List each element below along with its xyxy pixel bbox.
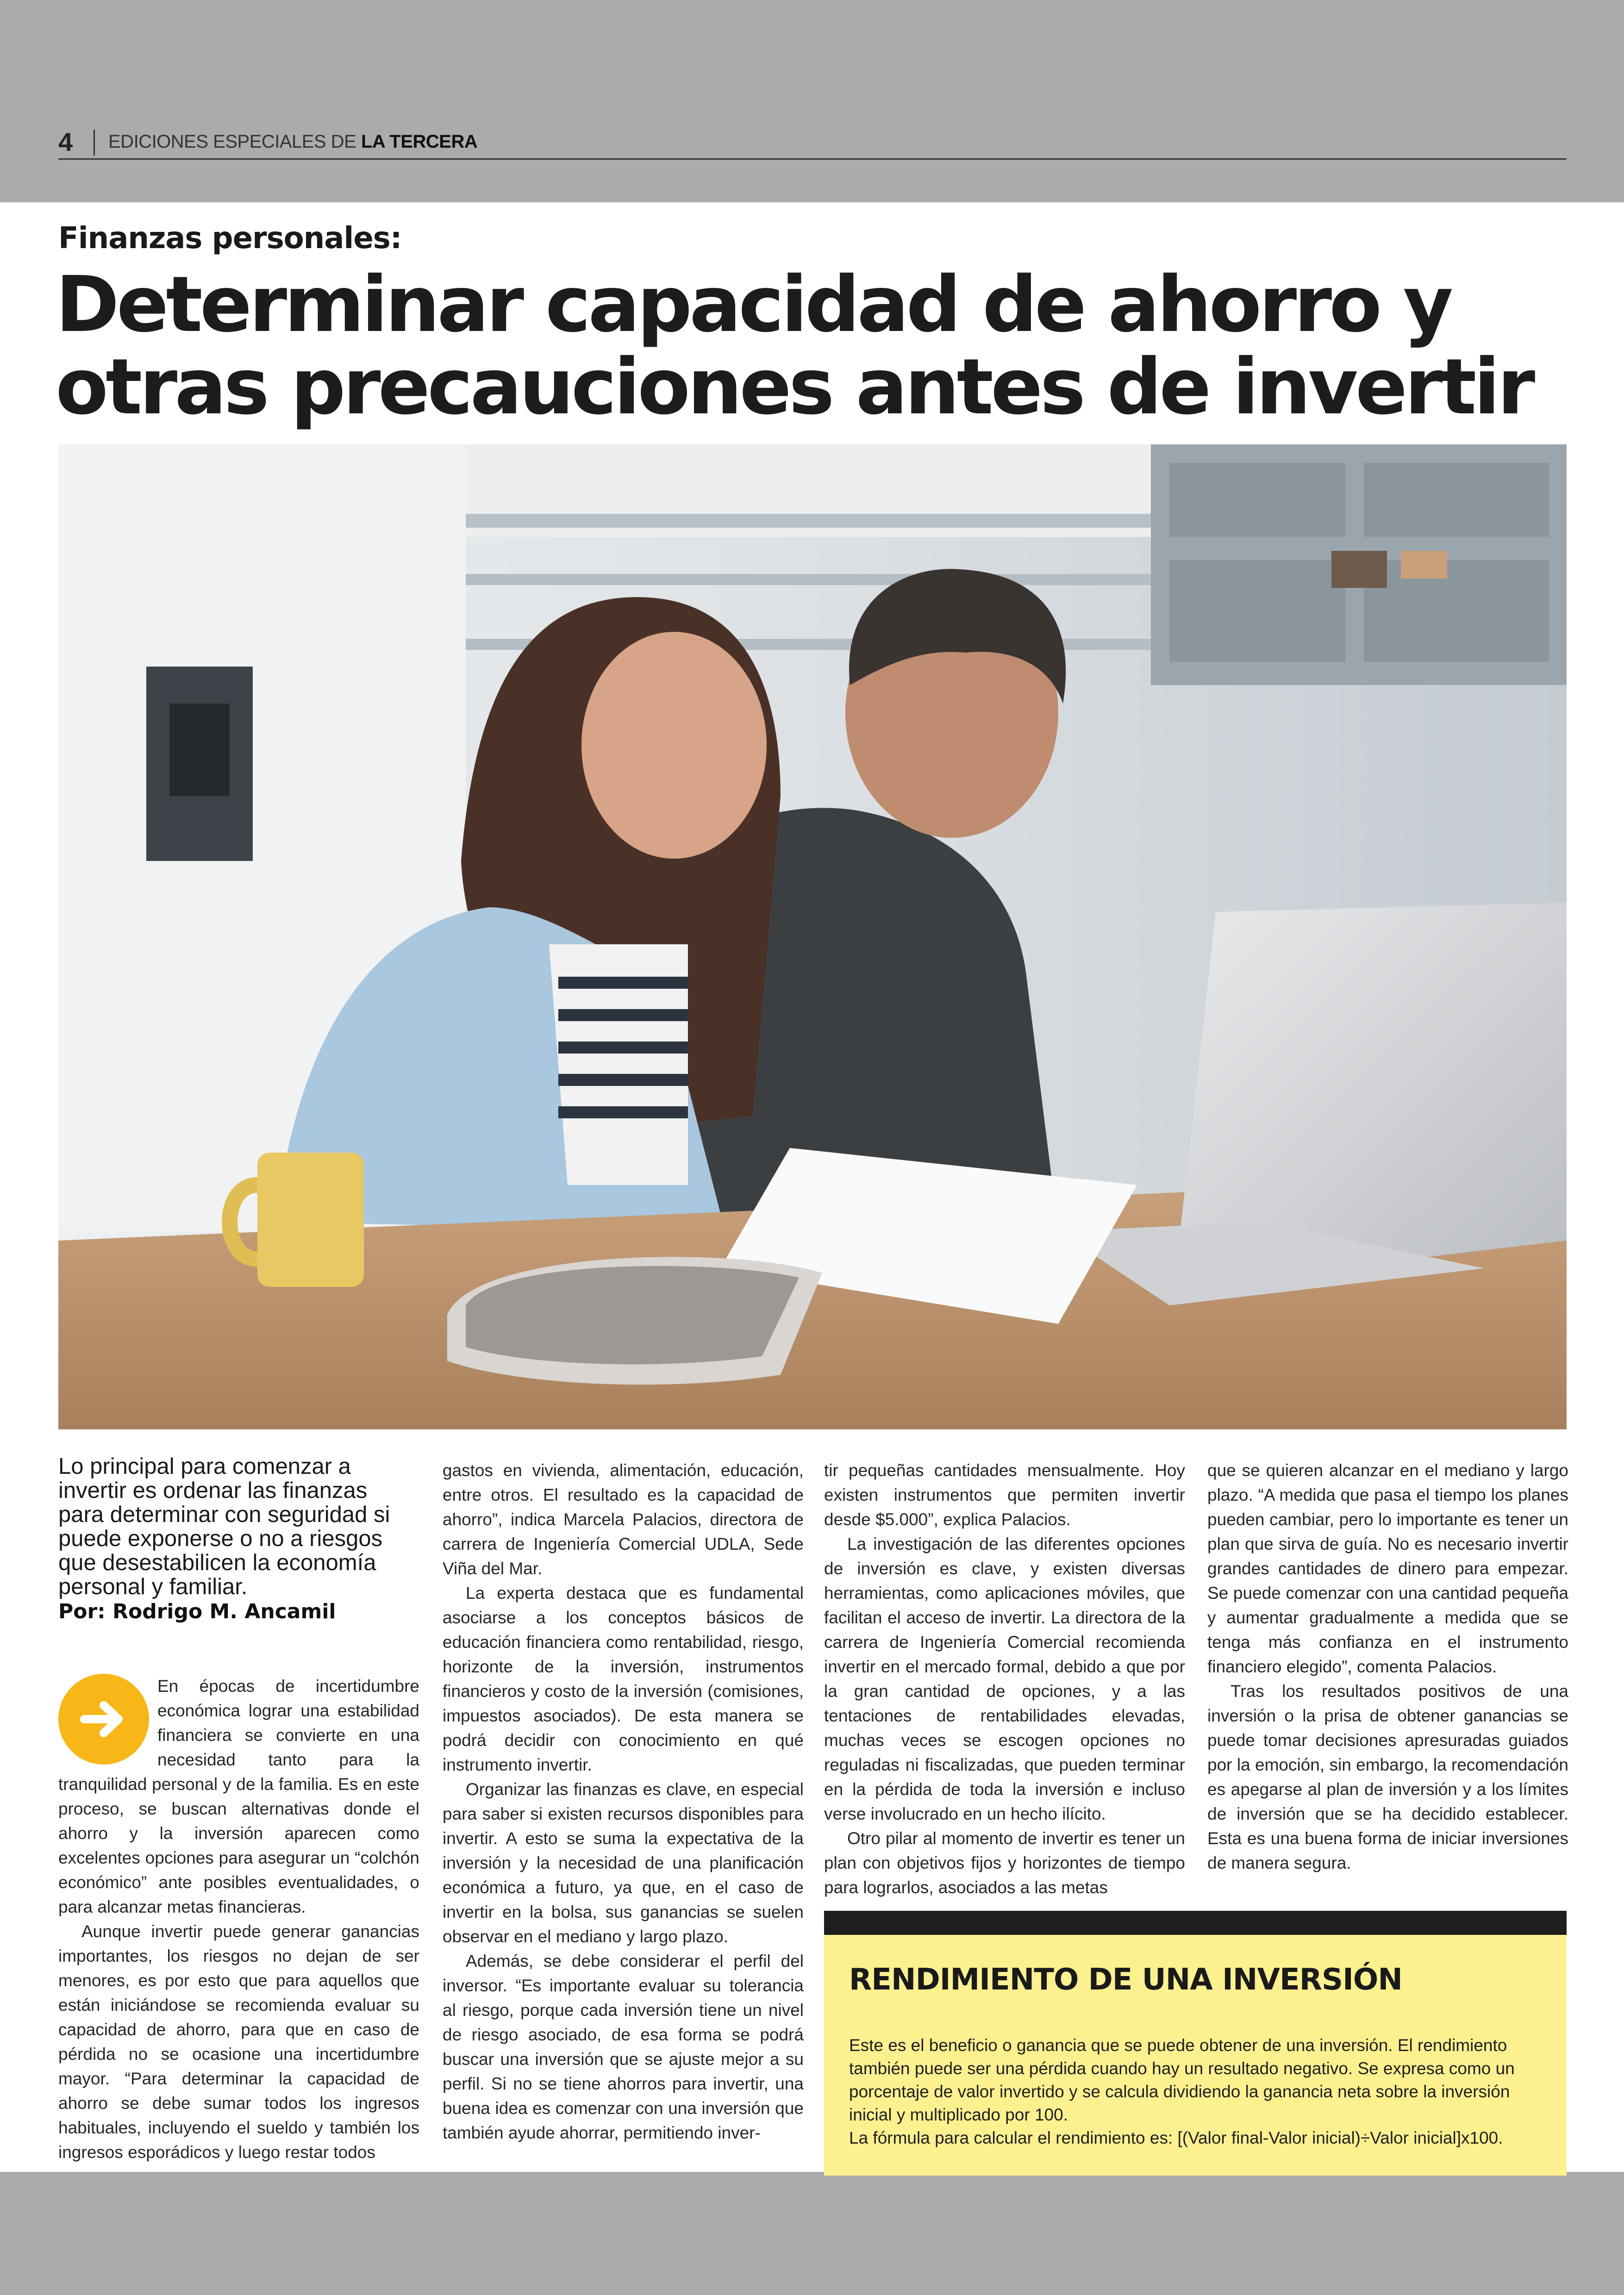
body-paragraph: Otro pilar al momento de invertir es tener un plan con objetivos fijos y horizontes de tiempo para lograrlos, asociados a las metas <box>824 1829 1185 1897</box>
page-folio <box>58 125 1567 160</box>
sidebar-box <box>824 1911 1567 2176</box>
page-number: 4 <box>58 127 73 156</box>
sidebar-title: RENDIMIENTO DE UNA INVERSIÓN <box>849 1963 1402 1997</box>
body-paragraph: que se quieren alcanzar en el mediano y largo plazo. “A medida que pasa el tiempo los planes pueden cambiar, pero lo importante es tener un plan que sirva de guía. No es necesario invertir grandes cantidades de dinero para empezar. Se puede comenzar con una cantidad pequeña y aumentar gradualmente a medida que se tenga más confianza en el instrumento financiero elegido”, comenta Palacios. <box>1207 1461 1568 1676</box>
section-kicker: Finanzas personales: <box>58 221 402 256</box>
sidebar-formula: La fórmula para calcular el rendimiento es: [(Valor final-Valor inicial)÷Valor inicial]x100. <box>849 2128 1503 2147</box>
publication-prefix: EDICIONES ESPECIALES DE <box>108 131 361 152</box>
sidebar-text: Este es el beneficio o ganancia que se puede obtener de una inversión. El rendimiento también puede ser una pérdida cuando hay un resultado negativo. Se expresa como un porcentaje de valor invertido y se calcula dividiendo la ganancia neta sobre la inversión inicial y multiplicado por 100. <box>849 2036 1515 2124</box>
headline-line-1: Determinar capacidad de ahorro y <box>56 260 1451 349</box>
body-paragraph: gastos en vivienda, alimentación, educación, entre otros. El resultado es la capacidad de ahorro”, indica Marcela Palacios, directora de carrera de Ingeniería Comercial UDLA, Sede Viña del Mar. <box>443 1461 804 1578</box>
sidebar-body <box>849 2034 1543 2150</box>
body-column-1 <box>58 1674 419 2164</box>
lede-text: Lo principal para comenzar a invertir es ordenar las finanzas para determinar con seguridad si puede exponerse o no a riesgos que desestabilicen la economía personal y familiar. <box>58 1454 390 1599</box>
publication-brand: LA TERCERA <box>361 131 478 152</box>
headline-line-2: otras precauciones antes de invertir <box>56 343 1533 432</box>
body-paragraph: Tras los resultados positivos de una inversión o la prisa de obtener ganancias se puede tomar decisiones apresuradas guiados por la emoción, sin embargo, la recomendación es apegarse al plan de inversión y a los límites de inversión que se ha decidido establecer. Esta es una buena forma de iniciar inversiones de manera segura. <box>1207 1682 1568 1872</box>
body-column-2 <box>443 1458 804 2145</box>
body-column-3 <box>824 1458 1185 1900</box>
body-paragraph: Organizar las finanzas es clave, en especial para saber si existen recursos disponibles para invertir. A esto se suma la expectativa de la inversión y la necesidad de una planificación económica a futuro, ya que, en el caso de invertir en la bolsa, sus ganancias se suelen observar en el mediano y largo plazo. <box>443 1780 804 1946</box>
body-column-4 <box>1207 1458 1568 1875</box>
body-paragraph: Aunque invertir puede generar ganancias importantes, los riesgos no dejan de ser menores, es por esto que para aquellos que están iniciándose se recomienda evaluar su capacidad de ahorro, para que en caso de pérdida no se ocasione una incertidumbre mayor. “Para determinar la capacidad de ahorro se debe sumar todos los ingresos habituales, incluyendo el sueldo y también los ingresos esporádicos y luego restar todos <box>58 1922 419 2162</box>
body-paragraph: En épocas de incertidumbre económica lograr una estabilidad financiera se convierte en una necesidad tanto para la tranquilidad personal y de la familia. Es en este proceso, se buscan alternativas donde el ahorro y la inversión aparecen como excelentes opciones para asegurar un “colchón económico” ante posibles eventualidades, o para alcanzar metas financieras. <box>58 1677 419 1916</box>
arrow-wrap-spacer <box>58 1674 157 1772</box>
headline <box>56 260 1583 432</box>
body-paragraph: La experta destaca que es fundamental asociarse a los conceptos básicos de educación financiera como rentabilidad, riesgo, horizonte de la inversión, instrumentos financieros y costo de la inversión (comisiones, impuestos asociados). De esta manera se podrá decidir con conocimiento en qué instrumento invertir. <box>443 1584 804 1774</box>
body-paragraph: La investigación de las diferentes opciones de inversión es clave, y existen diversas herramientas, como aplicaciones móviles, que facilitan el acceso de invertir. La directora de la carrera de Ingeniería Comercial recomienda invertir en el mercado formal, debido a que por la gran cantidad de opciones, y a las tentaciones de rentabilidades elevadas, muchas veces se escogen opciones no reguladas ni fiscalizadas, que pueden terminar en la pérdida de toda la inversión e incluso verse involucrado en un hecho ilícito. <box>824 1534 1185 1823</box>
folio-divider <box>94 130 95 156</box>
body-paragraph: Además, se debe considerar el perfil del inversor. “Es importante evaluar su tolerancia al riesgo, porque cada inversión tiene un nivel de riesgo asociado, de esa forma se podrá buscar una inversión que se ajuste mejor a su perfil. Si no se tiene ahorros para invertir, una buena idea es comenzar con una inversión que también ayude ahorrar, permitiendo inver- <box>443 1952 804 2142</box>
byline: Por: Rodrigo M. Ancamil <box>58 1600 336 1623</box>
lead-photo <box>58 444 1567 1429</box>
photo-illustration <box>58 444 1567 1429</box>
body-paragraph: tir pequeñas cantidades mensualmente. Hoy existen instrumentos que permiten invertir desde $5.000”, explica Palacios. <box>824 1461 1185 1529</box>
publication-name <box>108 131 477 152</box>
